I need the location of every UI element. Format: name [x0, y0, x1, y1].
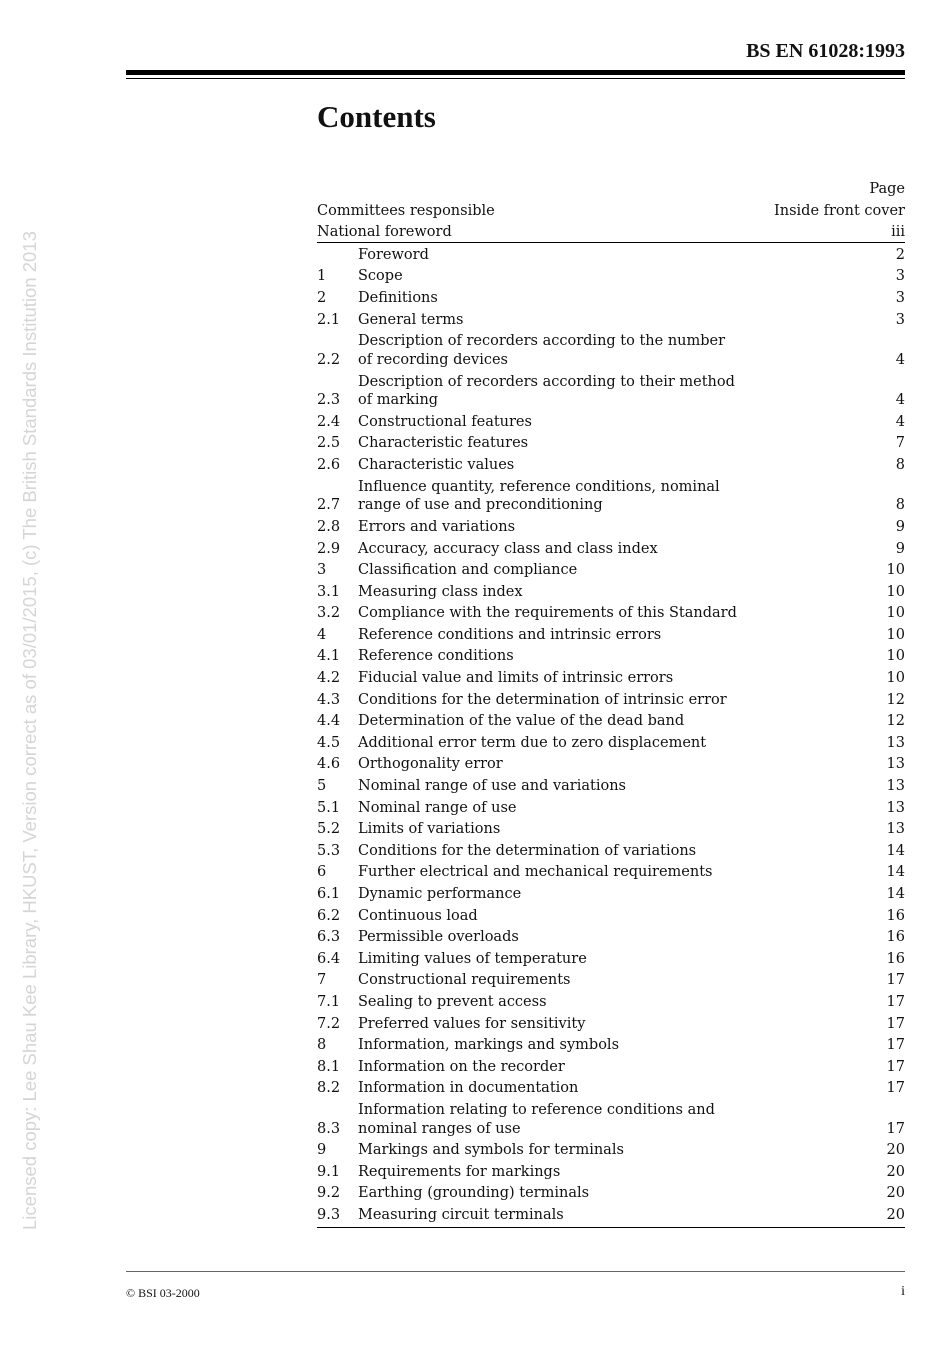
toc-entry-number: 5.1 [317, 799, 341, 816]
toc-entry-label: Information in documentation [358, 1080, 579, 1097]
header-rule-thin [126, 78, 905, 79]
toc-entry-number: 2.6 [317, 457, 341, 474]
toc-entry-page: 10 [886, 626, 905, 643]
toc-entry[interactable] [317, 329, 905, 369]
toc-entry-number: 4 [317, 626, 327, 643]
toc-entry-page: 8 [895, 497, 905, 514]
toc-entry-number: 7.2 [317, 1015, 341, 1032]
toc-entry-label: Reference conditions and intrinsic errors [358, 626, 662, 643]
toc-entry-label: General terms [358, 311, 464, 328]
toc-entry-label: Constructional requirements [358, 972, 571, 989]
toc-entry-page: 14 [886, 886, 905, 903]
toc-entry-number: 4.5 [317, 734, 341, 751]
toc-entry-page: 20 [886, 1142, 905, 1159]
toc-entry-page: 3 [895, 268, 905, 285]
toc-entry[interactable] [317, 1160, 905, 1182]
toc-entry-label: Orthogonality error [358, 756, 503, 773]
toc-entry[interactable] [317, 264, 905, 286]
toc-entry-label: Foreword [358, 246, 429, 263]
toc-entry-number: 3 [317, 562, 327, 579]
toc-entry-label: Permissible overloads [358, 929, 519, 946]
toc-entry-page: 4 [895, 413, 905, 430]
toc-entry[interactable] [317, 369, 905, 409]
toc-entry[interactable] [317, 644, 905, 666]
toc-entry-number: 8.2 [317, 1080, 341, 1097]
toc-entry-label: Errors and variations [358, 518, 516, 535]
document-number: BS EN 61028:1993 [746, 40, 905, 62]
toc-entry-page: 10 [886, 562, 905, 579]
toc-entry-page: 3 [895, 290, 905, 307]
toc-entry-page: 17 [886, 1080, 905, 1097]
toc-entry[interactable] [317, 688, 905, 710]
toc-entry-label: Definitions [358, 290, 438, 307]
page-title: Contents [317, 99, 436, 134]
toc-entry[interactable] [317, 709, 905, 731]
toc-entry[interactable] [317, 817, 905, 839]
toc-entry-page: 10 [886, 648, 905, 665]
toc-entry-page: 13 [886, 778, 905, 795]
toc-entry-number: 7 [317, 972, 327, 989]
toc-entry-label: Further electrical and mechanical requirements [358, 864, 713, 881]
toc-entry-number: 4.6 [317, 756, 341, 773]
license-watermark: Licensed copy: Lee Shau Kee Library, HKUST, Version correct as of 03/01/2015, (c) The British Standards Institution 2013 [19, 231, 40, 1230]
toc-entry-label: Conditions for the determination of variations [358, 842, 697, 859]
toc-entry-number: 2.3 [317, 392, 341, 409]
toc-entry-page: 10 [886, 583, 905, 600]
toc-entry-page: 2 [895, 246, 905, 263]
toc-entry-page: 9 [895, 518, 905, 535]
toc-entry[interactable] [317, 475, 905, 515]
toc-entry-label: Conditions for the determination of intrinsic error [358, 691, 727, 708]
toc-entry-label: Classification and compliance [358, 562, 578, 579]
toc-entry[interactable] [317, 243, 905, 265]
toc-entry-number: 6 [317, 864, 327, 881]
toc-entry-number: 6.4 [317, 950, 341, 967]
toc-entry[interactable] [317, 947, 905, 969]
toc-entry[interactable] [317, 1011, 905, 1033]
toc-entry-label: Continuous load [358, 907, 478, 924]
toc-entry[interactable] [317, 752, 905, 774]
toc-entry[interactable] [317, 774, 905, 796]
toc-entry-number: 9.2 [317, 1185, 341, 1202]
toc-entry[interactable] [317, 860, 905, 882]
toc-entry-label: Description of recorders according to the number of recording devices [358, 333, 726, 368]
toc-entry-number: 6.1 [317, 886, 341, 903]
toc-entry-page: 12 [886, 691, 905, 708]
toc-entry[interactable] [317, 1203, 905, 1225]
toc-entry[interactable] [317, 601, 905, 623]
toc-entry-label: Requirements for markings [358, 1163, 561, 1180]
toc-entry-label: Accuracy, accuracy class and class index [358, 540, 658, 557]
copyright-notice: © BSI 03-2000 [126, 1286, 200, 1300]
toc-front-matter-row [317, 220, 905, 243]
toc-entry[interactable] [317, 731, 905, 753]
toc-entry-label: Committees responsible [317, 202, 495, 219]
toc-entry-page: 8 [895, 457, 905, 474]
toc-entries [317, 243, 905, 1225]
toc-entry-page: 16 [886, 950, 905, 967]
toc-entry-page: 13 [886, 821, 905, 838]
toc-entry-page: Inside front cover [774, 202, 905, 219]
toc-entry-label: Determination of the value of the dead band [358, 713, 685, 730]
toc-entry[interactable] [317, 410, 905, 432]
toc-entry[interactable] [317, 1181, 905, 1203]
toc-entry-number: 4.3 [317, 691, 341, 708]
toc-entry-label: Compliance with the requirements of this Standard [358, 605, 737, 622]
toc-entry-number: 7.1 [317, 993, 341, 1010]
toc-entry-label: Scope [358, 268, 403, 285]
toc-entry-page: iii [891, 224, 905, 241]
toc-entry-page: 14 [886, 842, 905, 859]
toc-entry-label: Measuring class index [358, 583, 523, 600]
toc-entry-label: Sealing to prevent access [358, 993, 547, 1010]
toc-entry-number: 4.1 [317, 648, 341, 665]
toc-entry-number: 1 [317, 268, 327, 285]
table-of-contents [317, 177, 905, 1228]
toc-entry-page: 9 [895, 540, 905, 557]
toc-entry[interactable] [317, 882, 905, 904]
toc-entry-page: 17 [886, 972, 905, 989]
toc-entry[interactable] [317, 1076, 905, 1098]
toc-entry[interactable] [317, 431, 905, 453]
toc-entry[interactable] [317, 1138, 905, 1160]
toc-entry[interactable] [317, 308, 905, 330]
toc-entry-label: Influence quantity, reference conditions, nominal range of use and preconditioning [358, 478, 720, 514]
toc-entry-number: 2.1 [317, 311, 341, 328]
toc-entry-number: 4.4 [317, 713, 341, 730]
toc-entry-page: 20 [886, 1185, 905, 1202]
toc-entry-page: 4 [895, 392, 905, 409]
page-number: i [901, 1284, 905, 1299]
toc-entry-label: Limiting values of temperature [358, 950, 587, 967]
toc-entry-label: Characteristic features [358, 435, 529, 452]
toc-entry-label: Constructional features [358, 413, 532, 430]
toc-entry-label: Preferred values for sensitivity [358, 1015, 586, 1032]
toc-entry-page: 17 [886, 1058, 905, 1075]
toc-entry-label: Fiducial value and limits of intrinsic errors [358, 670, 674, 687]
toc-entry-label: Characteristic values [358, 457, 515, 474]
toc-entry[interactable] [317, 666, 905, 688]
toc-page-column-header: Page [869, 181, 905, 198]
toc-entry[interactable] [317, 796, 905, 818]
toc-entry-label: Description of recorders according to their method of marking [358, 373, 735, 409]
toc-entry-number: 5.2 [317, 821, 341, 838]
toc-entry-page: 7 [895, 435, 905, 452]
toc-entry[interactable] [317, 925, 905, 947]
toc-entry-number: 4.2 [317, 670, 341, 687]
toc-entry-label: Measuring circuit terminals [358, 1207, 564, 1224]
toc-entry-number: 2.5 [317, 435, 341, 452]
toc-entry-number: 9 [317, 1142, 327, 1159]
toc-entry-number: 2.4 [317, 413, 341, 430]
toc-page-header-row [317, 177, 905, 199]
toc-entry-number: 3.1 [317, 583, 341, 600]
toc-entry-number: 5 [317, 778, 327, 795]
toc-entry[interactable] [317, 839, 905, 861]
toc-entry-page: 3 [895, 311, 905, 328]
toc-entry-page: 10 [886, 670, 905, 687]
toc-entry-number: 9.3 [317, 1207, 341, 1224]
toc-entry-label: Nominal range of use and variations [358, 778, 626, 795]
toc-entry-label: Reference conditions [358, 648, 514, 665]
toc-entry[interactable] [317, 1033, 905, 1055]
toc-entry-label: National foreword [317, 224, 452, 241]
toc-entry[interactable] [317, 1055, 905, 1077]
toc-entry-page: 17 [886, 993, 905, 1010]
toc-entry-label: Nominal range of use [358, 799, 517, 816]
toc-entry[interactable] [317, 1098, 905, 1138]
toc-entry[interactable] [317, 904, 905, 926]
toc-entry[interactable] [317, 623, 905, 645]
toc-entry-label: Information on the recorder [358, 1058, 565, 1075]
toc-entry[interactable] [317, 286, 905, 308]
toc-entry-page: 20 [886, 1163, 905, 1180]
toc-entry-number: 2.7 [317, 497, 341, 514]
toc-entry-number: 8.1 [317, 1058, 341, 1075]
toc-entry-label: Information relating to reference conditions and nominal ranges of use [358, 1102, 715, 1137]
toc-entry-number: 8 [317, 1037, 327, 1054]
toc-entry-page: 17 [886, 1120, 905, 1137]
toc-entry-number: 2.8 [317, 518, 341, 535]
toc-entry-page: 17 [886, 1015, 905, 1032]
toc-front-matter-row [317, 199, 905, 221]
toc-entry-page: 10 [886, 605, 905, 622]
toc-entry-number: 5.3 [317, 842, 341, 859]
toc-entry[interactable] [317, 536, 905, 558]
toc-entry-number: 9.1 [317, 1163, 341, 1180]
toc-entry-number: 2.9 [317, 540, 341, 557]
toc-entry-page: 16 [886, 929, 905, 946]
toc-entry-label: Markings and symbols for terminals [358, 1142, 624, 1159]
toc-entry-number: 6.2 [317, 907, 341, 924]
toc-entry[interactable] [317, 558, 905, 580]
toc-entry-number: 2 [317, 290, 327, 307]
footer-rule [126, 1271, 905, 1272]
toc-entry[interactable] [317, 968, 905, 990]
toc-entry-page: 13 [886, 756, 905, 773]
toc-entry-page: 20 [886, 1207, 905, 1224]
toc-entry-label: Additional error term due to zero displacement [358, 734, 707, 751]
toc-entry-label: Limits of variations [358, 821, 501, 838]
header-rule-thick [126, 70, 905, 75]
toc-entry-number: 6.3 [317, 929, 341, 946]
toc-entry[interactable] [317, 453, 905, 475]
toc-entry-label: Earthing (grounding) terminals [358, 1185, 590, 1202]
toc-entry-number: 8.3 [317, 1120, 341, 1137]
toc-entry-label: Information, markings and symbols [358, 1037, 620, 1054]
toc-entry[interactable] [317, 580, 905, 602]
toc-entry-number: 3.2 [317, 605, 341, 622]
toc-entry[interactable] [317, 990, 905, 1012]
toc-entry[interactable] [317, 515, 905, 537]
toc-entry-page: 14 [886, 864, 905, 881]
toc-end-rule [317, 1227, 905, 1228]
toc-entry-page: 13 [886, 799, 905, 816]
toc-entry-page: 16 [886, 907, 905, 924]
toc-entry-page: 13 [886, 734, 905, 751]
toc-entry-page: 17 [886, 1037, 905, 1054]
toc-entry-page: 4 [895, 351, 905, 368]
toc-entry-page: 12 [886, 713, 905, 730]
toc-entry-number: 2.2 [317, 351, 341, 368]
toc-entry-label: Dynamic performance [358, 886, 522, 903]
